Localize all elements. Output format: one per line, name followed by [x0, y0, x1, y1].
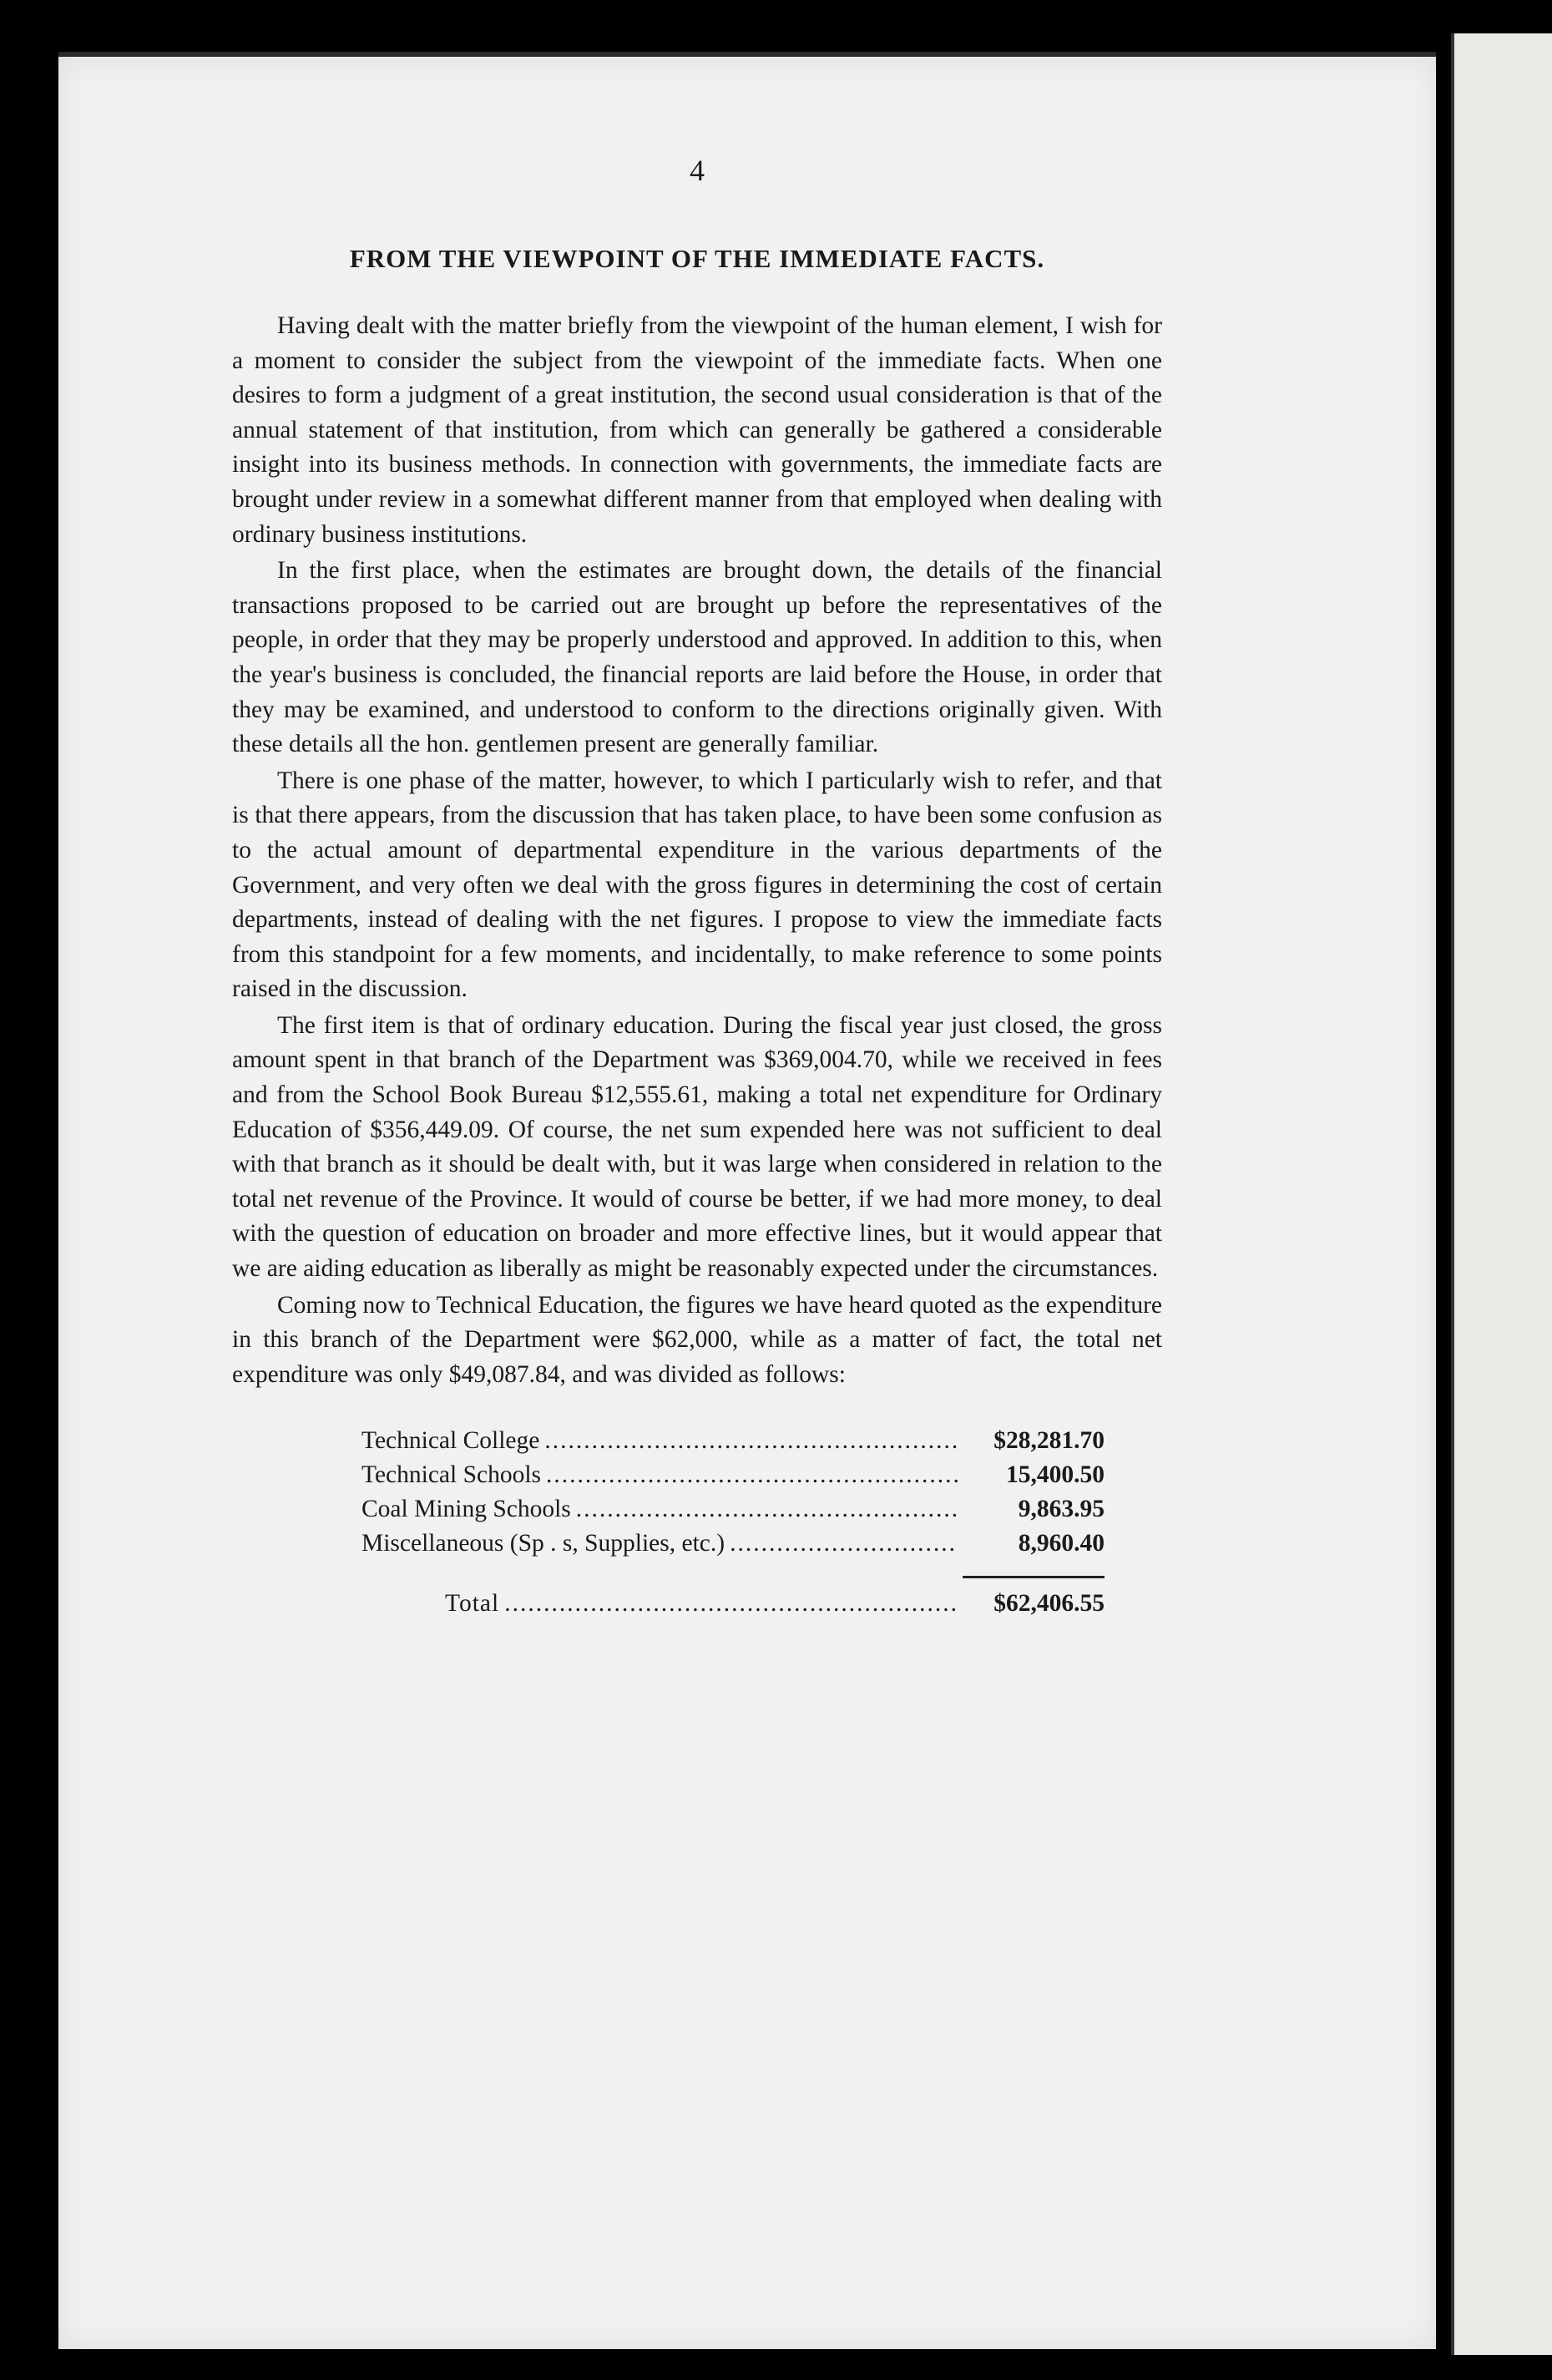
- table-row: [361, 1492, 1105, 1527]
- row-amount: $28,281.70: [993, 1427, 1105, 1455]
- total-amount: $62,406.55: [993, 1590, 1105, 1618]
- row-label: Technical College: [361, 1427, 540, 1455]
- leader-dots: [546, 1458, 958, 1492]
- leader-dots: [504, 1587, 958, 1621]
- table-row: [361, 1458, 1105, 1492]
- expenditure-table: [361, 1424, 1105, 1621]
- adjacent-page-edge: [1451, 33, 1552, 2355]
- page-content: [232, 154, 1162, 1621]
- total-label: Total: [445, 1590, 500, 1618]
- row-amount: 15,400.50: [1006, 1461, 1105, 1489]
- row-label: Technical Schools: [361, 1461, 542, 1489]
- table-row: [361, 1527, 1105, 1561]
- paragraph-2: In the first place, when the estimates are brought down, the details of the financial transactions proposed to be carried out are brought up before the representatives of the people, in order that they may be properly understood and approved. In addition to this, when the year's business is concluded, the financial reports are laid before the House, in order that they may be examined, and understood to conform to the directions originally given. With these details all the hon. gentlemen present are generally familiar.: [232, 557, 1162, 758]
- leader-dots: [730, 1527, 958, 1561]
- row-amount: 9,863.95: [1018, 1496, 1105, 1523]
- total-row: [445, 1587, 1105, 1621]
- leader-dots: [544, 1424, 958, 1458]
- leader-dots: [576, 1492, 958, 1527]
- section-heading: FROM THE VIEWPOINT OF THE IMMEDIATE FACTS.: [349, 244, 1045, 273]
- page-number: 4: [690, 154, 705, 187]
- row-label: Miscellaneous (Sp . s, Supplies, etc.): [361, 1530, 725, 1557]
- paragraph-5: Coming now to Technical Education, the figures we have heard quoted as the expenditure in this branch of the Department were $62,000, while as a matter of fact, the total net expenditure was only $49,087.84, and was divided as follows:: [232, 1291, 1162, 1388]
- row-label: Coal Mining Schools: [361, 1496, 571, 1523]
- paragraph-4: The first item is that of ordinary education. During the fiscal year just closed, the gross amount spent in that branch of the Department was $369,004.70, while we received in fees and from the School Book Bureau $12,555.61, making a total net expenditure for Ordinary Education of $356,449.09. Of course, the net sum expended here was not sufficient to deal with that branch as it should be dealt with, but it was large when considered in relation to the total net revenue of the Province. It would of course be better, if we had more money, to deal with the question of education on broader and more effective lines, but it would appear that we are aiding education as liberally as might be reasonably expected under the circumstances.: [232, 1011, 1162, 1283]
- paragraph-3: There is one phase of the matter, however, to which I particularly wish to refer, and that is that there appears, from the discussion that has taken place, to have been some confusion as to the actual amount of departmental expenditure in the various departments of the Government, and very often we deal with the gross figures in determining the cost of certain departments, instead of dealing with the net figures. I propose to view the immediate facts from this standpoint for a few moments, and incidentally, to make reference to some points raised in the discussion.: [232, 767, 1162, 1003]
- table-row: [361, 1424, 1105, 1458]
- paragraph-1: Having dealt with the matter briefly from the viewpoint of the human element, I wish for a moment to consider the subject from the viewpoint of the immediate facts. When one desires to form a judgment of a great institution, the second usual consideration is that of the annual statement of that institution, from which can generally be gathered a considerable insight into its business methods. In connection with governments, the immediate facts are brought under review in a somewhat different manner from that employed when dealing with ordinary business institutions.: [232, 312, 1162, 548]
- row-amount: 8,960.40: [1018, 1530, 1105, 1557]
- sum-rule: [963, 1576, 1105, 1578]
